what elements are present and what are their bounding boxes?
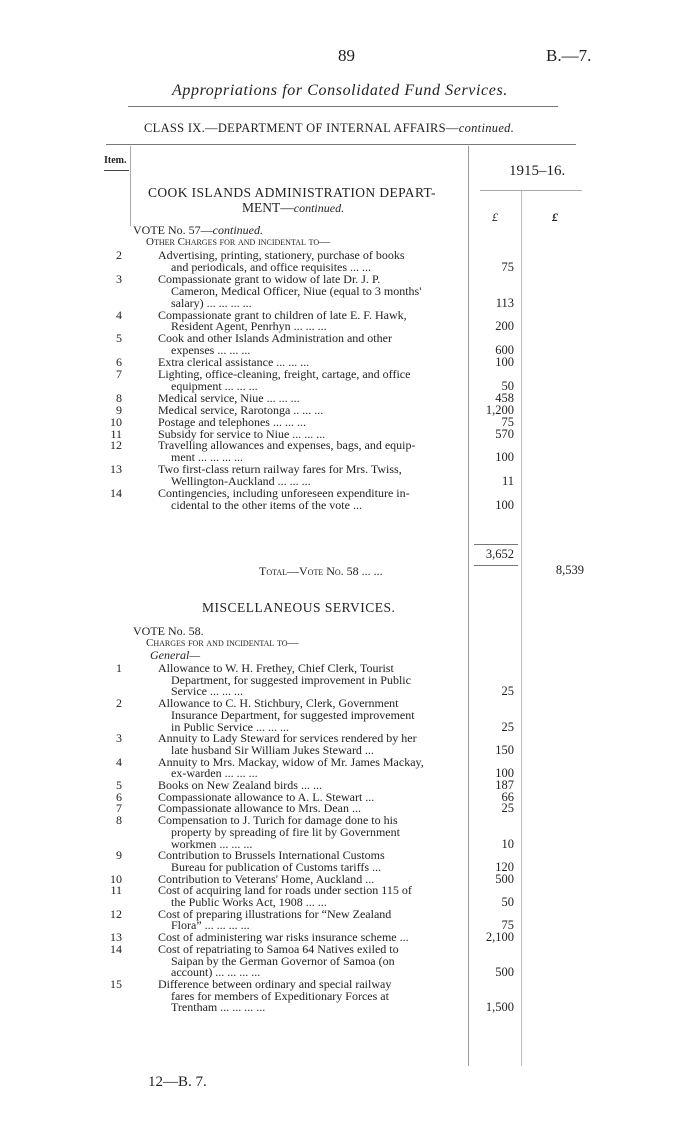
item-description-line: Allowance to W. H. Frethey, Chief Clerk, Tourist xyxy=(158,661,394,675)
item-amount: 10 xyxy=(501,836,514,851)
item-number: 12 xyxy=(110,438,122,453)
text-column-rule xyxy=(468,146,469,1066)
year-column-label: 1915–16. xyxy=(509,163,566,179)
item-description-line: Medical service, Rarotonga .. ... ... xyxy=(158,402,324,417)
item-description-line: account) ... ... ... ... xyxy=(171,965,261,980)
item-label-underline xyxy=(104,170,129,171)
item-description-line: Difference between ordinary and special railway xyxy=(158,976,392,991)
item-amount: 11 xyxy=(501,474,514,489)
item-description-line: workmen ... ... ... xyxy=(171,836,253,851)
item-number: 7 xyxy=(116,801,122,816)
item-amount: 113 xyxy=(495,295,514,310)
item-amount: 25 xyxy=(501,719,514,734)
item-number: 11 xyxy=(110,426,122,441)
section1-heading-cont: continued. xyxy=(293,201,345,215)
item-description-line: ex-warden ... ... ... xyxy=(171,766,258,781)
item-description-line: Insurance Department, for suggested improvement xyxy=(171,707,415,722)
item-amount: 100 xyxy=(495,450,514,465)
item-number: 11 xyxy=(110,883,122,898)
class-heading xyxy=(144,121,514,136)
item-amount: 187 xyxy=(495,778,514,792)
item-description-line: Cost of preparing illustrations for “New Zealand xyxy=(158,906,392,921)
item-description-line: Compassionate grant to children of late E. F. Hawk, xyxy=(158,307,407,322)
item-description-line: Travelling allowances and expenses, bags, and equip- xyxy=(158,438,416,453)
section2-charges: Charges for and incidental to— xyxy=(146,637,299,649)
item-amount: 2,100 xyxy=(485,930,514,945)
item-description-line: Cost of acquiring land for roads under section 115 of xyxy=(158,883,412,898)
item-description-line: Compassionate grant to widow of late Dr. J. P. xyxy=(158,271,381,286)
section1-vote-text: VOTE No. 57— xyxy=(133,223,213,237)
item-number: 8 xyxy=(116,390,122,405)
item-description-line: Two first-class return railway fares for Mrs. Twiss, xyxy=(158,462,402,477)
item-description-line: in Public Service ... ... ... xyxy=(171,719,289,734)
page-signature: 12—B. 7. xyxy=(148,1074,207,1090)
item-number: 2 xyxy=(116,696,122,711)
item-number: 14 xyxy=(110,941,122,956)
class-heading-cont: continued. xyxy=(458,121,515,135)
item-number: 6 xyxy=(116,789,122,804)
item-number: 9 xyxy=(116,848,122,863)
item-amount: 458 xyxy=(495,390,514,405)
page-title: Appropriations for Consolidated Fund Services. xyxy=(172,82,508,99)
year-underline xyxy=(480,190,582,191)
item-number: 4 xyxy=(116,307,122,322)
total-rule xyxy=(474,565,518,566)
item-number: 9 xyxy=(116,402,122,417)
item-number: 8 xyxy=(116,813,122,828)
item-description-line: Extra clerical assistance ... ... ... xyxy=(158,355,310,370)
page-number: 89 xyxy=(338,46,355,65)
document-code: B.—7. xyxy=(546,46,592,65)
item-number: 10 xyxy=(110,871,122,886)
section1-total-amount: 8,539 xyxy=(555,563,584,577)
item-description-line: Saipan by the German Governor of Samoa (on xyxy=(171,953,395,968)
item-number: 10 xyxy=(110,414,122,429)
item-amount: 1,200 xyxy=(485,402,514,417)
item-column-rule xyxy=(130,146,131,226)
item-description-line: Bureau for publication of Customs tariffs ... xyxy=(171,859,382,874)
item-description-line: Wellington-Auckland ... ... ... xyxy=(171,474,311,489)
section1-total-label: Total—Vote No. 58 ... ... xyxy=(259,564,383,578)
item-number: 3 xyxy=(116,731,122,746)
currency-label-1: £ xyxy=(492,210,498,224)
item-number: 3 xyxy=(116,271,122,286)
item-amount: 25 xyxy=(501,801,514,816)
item-description-line: the Public Works Act, 1908 ... ... xyxy=(171,895,327,909)
item-description-line: Postage and telephones ... ... ... xyxy=(158,414,306,429)
item-description-line: Annuity to Lady Steward for services rendered by her xyxy=(158,731,417,746)
header-rule xyxy=(128,106,558,107)
amount-column-rule xyxy=(521,190,522,1066)
item-number: 13 xyxy=(110,462,122,477)
item-number: 4 xyxy=(116,754,122,769)
item-description-line: Allowance to C. H. Stichbury, Clerk, Government xyxy=(158,696,399,711)
item-number: 5 xyxy=(116,778,122,792)
section1-vote-cont: continued. xyxy=(212,223,263,237)
item-description-line: property by spreading of fire lit by Government xyxy=(171,824,400,839)
item-amount: 75 xyxy=(501,414,514,429)
item-description-line: Cost of administering war risks insurance scheme ... xyxy=(158,930,409,945)
item-description-line: Compensation to J. Turich for damage done to his xyxy=(158,813,398,828)
item-amount: 25 xyxy=(501,684,514,699)
section2-general: General— xyxy=(150,648,200,662)
section2-vote: VOTE No. 58. xyxy=(133,624,204,638)
section1-heading-text: MENT— xyxy=(242,200,294,215)
section1-subtotal: 3,652 xyxy=(485,547,514,561)
item-description-line: Lighting, office-cleaning, freight, cartage, and office xyxy=(158,367,411,381)
subtotal-rule xyxy=(474,544,518,545)
item-description-line: Contribution to Brussels International Customs xyxy=(158,848,385,863)
item-description-line: Contribution to Veterans' Home, Auckland ... xyxy=(158,871,375,886)
item-description-line: ment ... ... ... ... xyxy=(171,450,243,465)
item-amount: 66 xyxy=(501,789,514,804)
item-amount: 570 xyxy=(495,426,514,441)
item-number: 12 xyxy=(110,906,122,921)
item-amount: 100 xyxy=(495,766,514,781)
section1-charges: Other Charges for and incidental to— xyxy=(146,236,331,248)
item-amount: 75 xyxy=(501,918,514,933)
class-heading-text: CLASS IX.—DEPARTMENT OF INTERNAL AFFAIRS— xyxy=(144,121,459,135)
item-description-line: cidental to the other items of the vote ... xyxy=(171,497,362,512)
item-number: 7 xyxy=(116,367,122,381)
section1-vote xyxy=(133,224,263,236)
item-description-line: Contingencies, including unforeseen expenditure in- xyxy=(158,486,410,500)
item-description-line: Subsidy for service to Niue ... ... ... xyxy=(158,426,326,441)
item-description-line: Annuity to Mrs. Mackay, widow of Mr. James Mackay, xyxy=(158,754,424,769)
section1-heading-line1: COOK ISLANDS ADMINISTRATION DEPART- xyxy=(148,185,436,200)
item-description-line: and periodicals, and office requisites ... ... xyxy=(171,259,372,274)
item-amount: 75 xyxy=(501,259,514,274)
item-description-line: Cook and other Islands Administration and other xyxy=(158,331,392,346)
item-column-label: Item. xyxy=(104,155,127,166)
item-description-line: Department, for suggested improvement in Public xyxy=(171,672,411,687)
item-amount: 200 xyxy=(495,319,514,334)
item-number: 2 xyxy=(116,248,122,262)
item-number: 14 xyxy=(110,486,122,500)
item-description-line: late husband Sir William Jukes Steward ... xyxy=(171,742,374,757)
item-amount: 100 xyxy=(495,497,514,512)
item-amount: 500 xyxy=(495,965,514,980)
item-description-line: Flora” ... ... ... ... xyxy=(171,918,250,933)
item-amount: 50 xyxy=(501,378,514,393)
item-description-line: Cost of repatriating to Samoa 64 Natives exiled to xyxy=(158,941,399,956)
item-description-line: Cameron, Medical Officer, Niue (equal to 3 months' xyxy=(171,283,422,298)
item-amount: 100 xyxy=(495,355,514,370)
section2-heading: MISCELLANEOUS SERVICES. xyxy=(202,600,396,615)
item-description-line: Advertising, printing, stationery, purchase of books xyxy=(158,248,405,262)
item-description-line: Books on New Zealand birds ... ... xyxy=(158,778,322,792)
item-description-line: expenses ... ... ... xyxy=(171,343,251,358)
item-number: 5 xyxy=(116,331,122,346)
item-amount: 1,500 xyxy=(485,1000,514,1015)
section1-heading-line2 xyxy=(242,202,344,214)
item-amount: 500 xyxy=(495,871,514,886)
item-number: 1 xyxy=(116,661,122,675)
item-description-line: equipment ... ... ... xyxy=(171,378,258,393)
item-amount: 50 xyxy=(501,895,514,909)
item-description-line: Trentham ... ... ... ... xyxy=(171,1000,266,1015)
item-description-line: Compassionate allowance to A. L. Stewart ... xyxy=(158,789,375,804)
item-description-line: Resident Agent, Penrhyn ... ... ... xyxy=(171,319,327,334)
item-amount: 600 xyxy=(495,343,514,358)
item-amount: 120 xyxy=(495,859,514,874)
currency-label-2: £ xyxy=(552,210,558,224)
item-number: 6 xyxy=(116,355,122,370)
item-amount: 150 xyxy=(495,742,514,757)
item-description-line: Medical service, Niue ... ... ... xyxy=(158,390,300,405)
item-description-line: Compassionate allowance to Mrs. Dean ... xyxy=(158,801,361,816)
item-description-line: salary) ... ... ... ... xyxy=(171,295,252,310)
item-number: 13 xyxy=(110,930,122,945)
table-top-rule xyxy=(106,144,576,145)
item-number: 15 xyxy=(110,976,122,991)
item-description-line: Service ... ... ... xyxy=(171,684,243,699)
item-description-line: fares for members of Expeditionary Forces at xyxy=(171,988,389,1003)
